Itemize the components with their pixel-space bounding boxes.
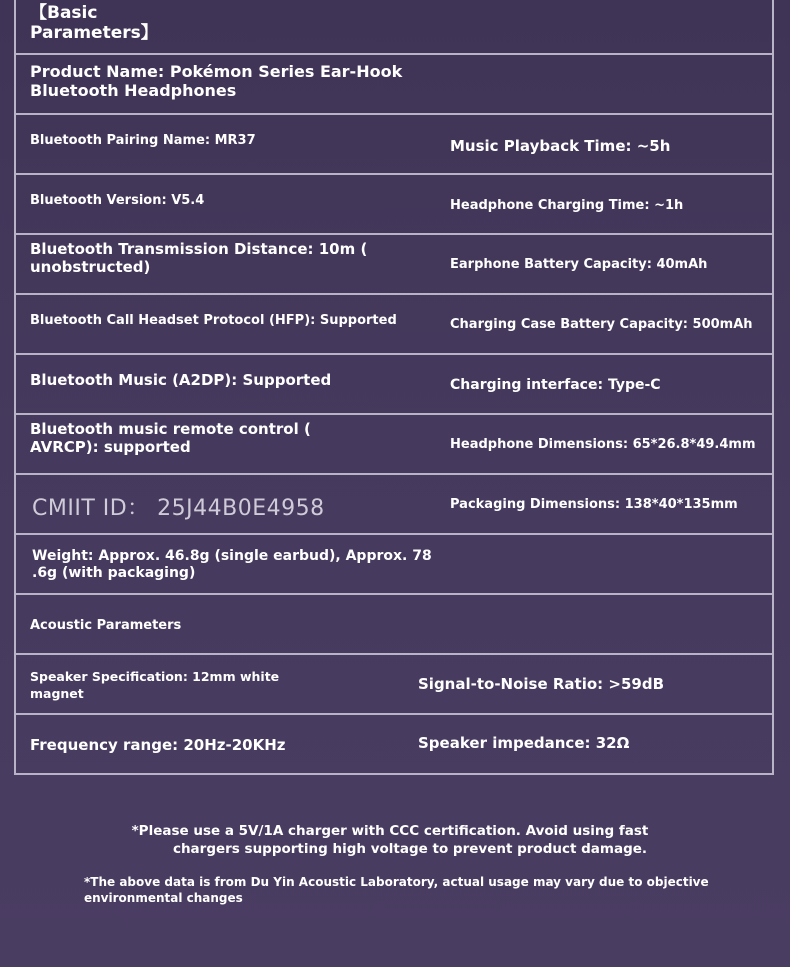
spec-row	[16, 115, 772, 175]
basic-parameters-heading	[30, 3, 158, 44]
avrcp-line1: Bluetooth music remote control (	[30, 420, 311, 438]
weight-line1: Weight: Approx. 46.8g (single earbud), Approx. 78	[32, 548, 432, 564]
signal-to-noise: Signal-to-Noise Ratio: >59dB	[418, 675, 664, 693]
lab-disclaimer-line2: environmental changes	[84, 891, 243, 905]
packaging-dimensions: Packaging Dimensions: 138*40*135mm	[450, 497, 738, 512]
bluetooth-version: Bluetooth Version: V5.4	[30, 193, 205, 208]
basic-parameters-row	[16, 0, 772, 55]
lab-disclaimer	[84, 874, 724, 906]
acoustic-row	[16, 655, 772, 715]
charging-interface: Charging interface: Type-C	[450, 377, 661, 393]
spec-row	[16, 475, 772, 535]
hfp-protocol: Bluetooth Call Headset Protocol (HFP): Supported	[30, 313, 397, 328]
transmission-distance-line1: Bluetooth Transmission Distance: 10m (	[30, 240, 368, 258]
charger-notice-line1: *Please use a 5V/1A charger with CCC certification. Avoid using fast	[131, 823, 649, 839]
weight-line2: .6g (with packaging)	[32, 564, 196, 581]
speaker-specification	[30, 669, 279, 703]
weight	[32, 548, 432, 582]
avrcp-line2: AVRCP): supported	[30, 438, 191, 456]
a2dp-support: Bluetooth Music (A2DP): Supported	[30, 371, 332, 389]
parameters-table	[14, 0, 774, 775]
product-name-line1: Product Name: Pokémon Series Ear-Hook	[30, 62, 403, 81]
basic-heading-line2: Parameters】	[30, 23, 158, 44]
headphone-dimensions: Headphone Dimensions: 65*26.8*49.4mm	[450, 437, 756, 452]
basic-heading-line1: 【Basic	[30, 3, 98, 23]
spec-row	[16, 175, 772, 235]
cmiit-id: CMIIT ID： 25J44B0E4958	[32, 496, 325, 521]
speaker-impedance: Speaker impedance: 32Ω	[418, 734, 630, 752]
speaker-spec-line1: Speaker Specification: 12mm white	[30, 669, 280, 684]
spec-row	[16, 415, 772, 475]
pairing-name: Bluetooth Pairing Name: MR37	[30, 133, 256, 148]
spec-row	[16, 295, 772, 355]
acoustic-parameters-heading: Acoustic Parameters	[30, 618, 182, 633]
product-name-line2: Bluetooth Headphones	[30, 81, 237, 101]
charger-notice	[0, 822, 790, 858]
charging-time: Headphone Charging Time: ~1h	[450, 198, 684, 213]
product-name-row	[16, 55, 772, 115]
transmission-distance	[30, 240, 367, 276]
case-battery: Charging Case Battery Capacity: 500mAh	[450, 317, 753, 332]
weight-row	[16, 535, 772, 595]
playback-time: Music Playback Time: ~5h	[450, 137, 671, 155]
speaker-spec-line2: magnet	[30, 685, 84, 701]
transmission-distance-line2: unobstructed)	[30, 258, 151, 276]
lab-disclaimer-line1: *The above data is from Du Yin Acoustic Laboratory, actual usage may vary due to objective	[84, 875, 709, 889]
product-name	[30, 62, 402, 100]
earphone-battery: Earphone Battery Capacity: 40mAh	[450, 257, 708, 272]
spec-row	[16, 355, 772, 415]
spec-row	[16, 235, 772, 295]
acoustic-row	[16, 715, 772, 775]
avrcp-support	[30, 420, 311, 456]
acoustic-heading-row	[16, 595, 772, 655]
charger-notice-line2: chargers supporting high voltage to prevent product damage.	[172, 841, 648, 857]
frequency-range: Frequency range: 20Hz-20KHz	[30, 736, 286, 754]
